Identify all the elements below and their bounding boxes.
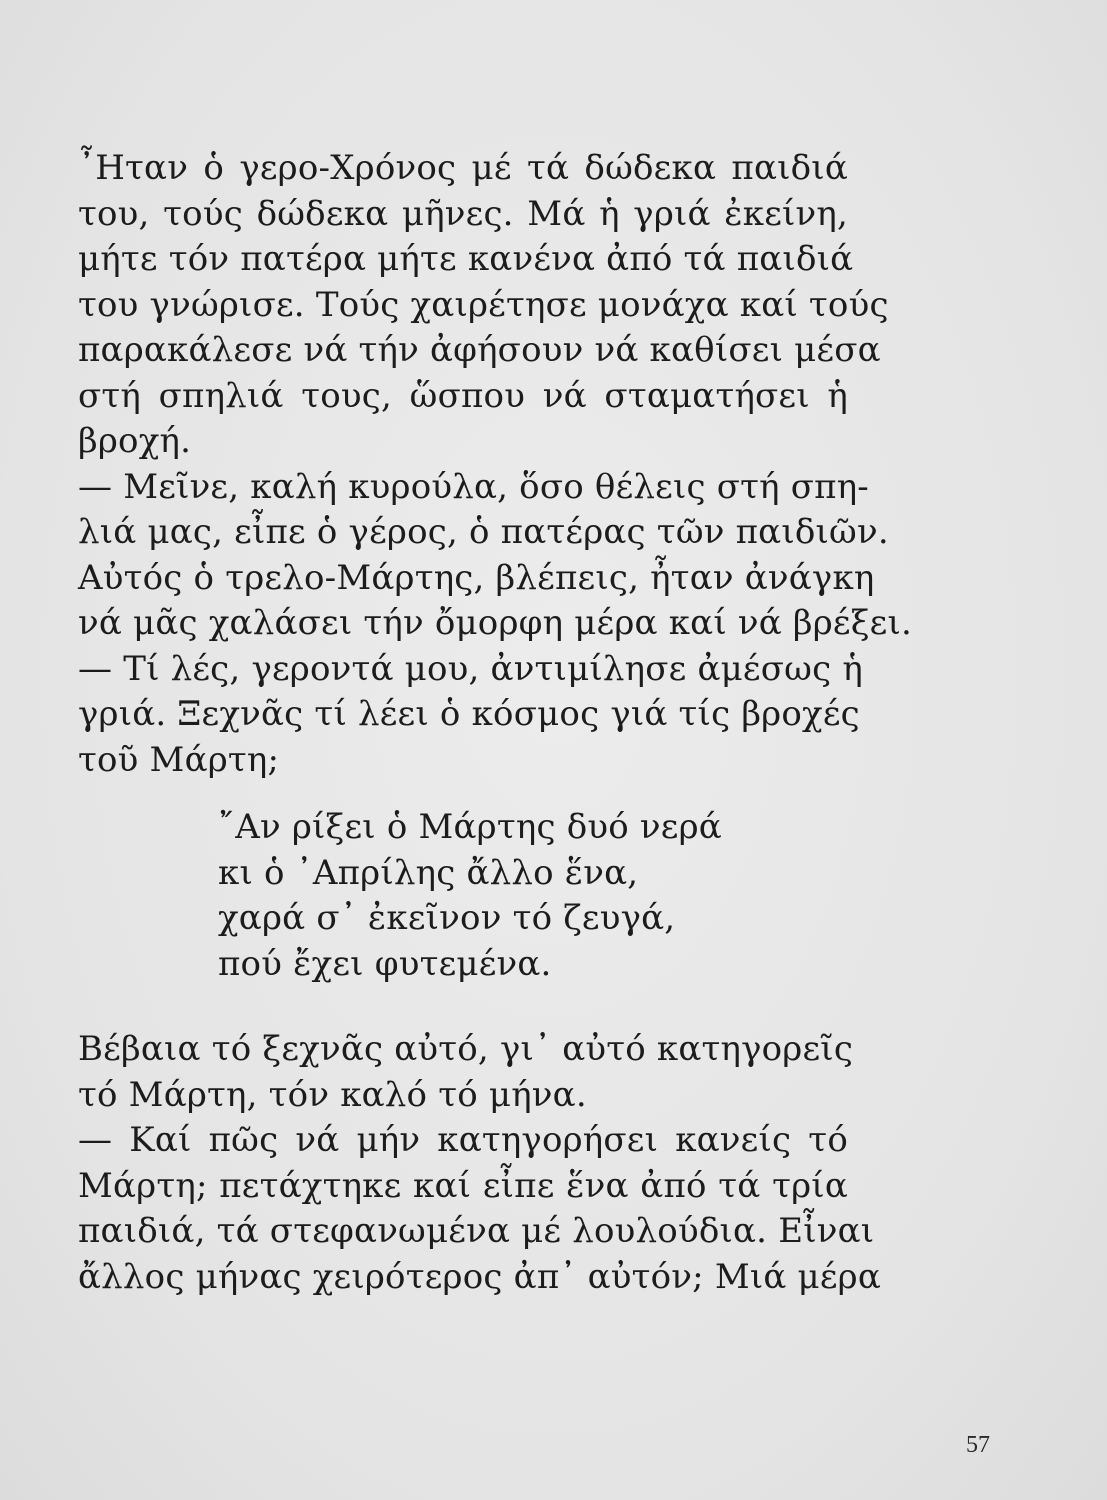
text-line: ῏Ηταν ὁ γερο-Χρόνος μέ τά δώδεκα παιδιά: [78, 148, 848, 188]
text-line: του γνώρισε. Τούς χαιρέτησε μονάχα καί τούς: [78, 284, 889, 325]
text-line: βροχή.: [78, 421, 192, 461]
text-line: παρακάλεσε νά τήν ἀφήσουν νά καθίσει μέσα: [78, 330, 881, 370]
verse-line: χαρά σ᾿ ἐκεῖνον τό ζευγά,: [218, 898, 676, 938]
text-line: γριά. Ξεχνᾶς τί λέει ὁ κόσμος γιά τίς βροχές: [78, 694, 860, 734]
text-line: μήτε τόν πατέρα μήτε κανένα ἀπό τά παιδιά: [78, 239, 854, 279]
text-line: τοῦ Μάρτη;: [78, 739, 280, 780]
text-line: λιά μας, εἶπε ὁ γέρος, ὁ πατέρας τῶν παιδιῶν.: [78, 512, 889, 552]
text-line: ἄλλος μήνας χειρότερος ἀπ᾿ αὐτόν; Μιά μέρα: [78, 1256, 881, 1297]
text-line: Αὐτός ὁ τρελο-Μάρτης, βλέπεις, ἦταν ἀνάγκη: [78, 557, 875, 598]
paragraph-2: [78, 465, 913, 647]
paragraph-5: [78, 1118, 881, 1300]
text-line: — Τί λές, γεροντά μου, ἀντιμίλησε ἀμέσως ἡ: [78, 648, 863, 689]
paragraph-4: [78, 1027, 854, 1118]
verse-line: ῎Αν ρίξει ὁ Μάρτης δυό νερά: [218, 807, 722, 847]
body-text: [78, 146, 913, 1300]
text-line: παιδιά, τά στεφανωμένα μέ λουλούδια. Εἶναι: [78, 1211, 875, 1251]
text-line: του, τούς δώδεκα μῆνες. Μά ἡ γριά ἐκείνη,: [78, 193, 848, 234]
page-number: 57: [966, 1432, 990, 1458]
text-line: — Μεῖνε, καλή κυρούλα, ὅσο θέλεις στή σπη-: [78, 466, 869, 507]
paragraph-1: [78, 146, 889, 465]
text-line: στή σπηλιά τους, ὥσπου νά σταματήσει ἡ: [78, 375, 848, 416]
text-line: Μάρτη; πετάχτηκε καί εἶπε ἕνα ἀπό τά τρία: [78, 1165, 848, 1206]
verse-line: πού ἔχει φυτεμένα.: [218, 943, 552, 984]
paragraph-3: [78, 647, 863, 784]
text-line: Βέβαια τό ξεχνᾶς αὐτό, γι᾿ αὐτό κατηγορεῖς: [78, 1029, 854, 1069]
text-line: νά μᾶς χαλάσει τήν ὄμορφη μέρα καί νά βρέξει.: [78, 603, 913, 643]
verse-block: [78, 805, 848, 987]
verse-line: κι ὁ ᾿Απρίλης ἄλλο ἕνα,: [218, 852, 639, 893]
text-line: — Καί πῶς νά μήν κατηγορήσει κανείς τό: [78, 1120, 848, 1160]
text-line: τό Μάρτη, τόν καλό τό μήνα.: [78, 1074, 587, 1115]
